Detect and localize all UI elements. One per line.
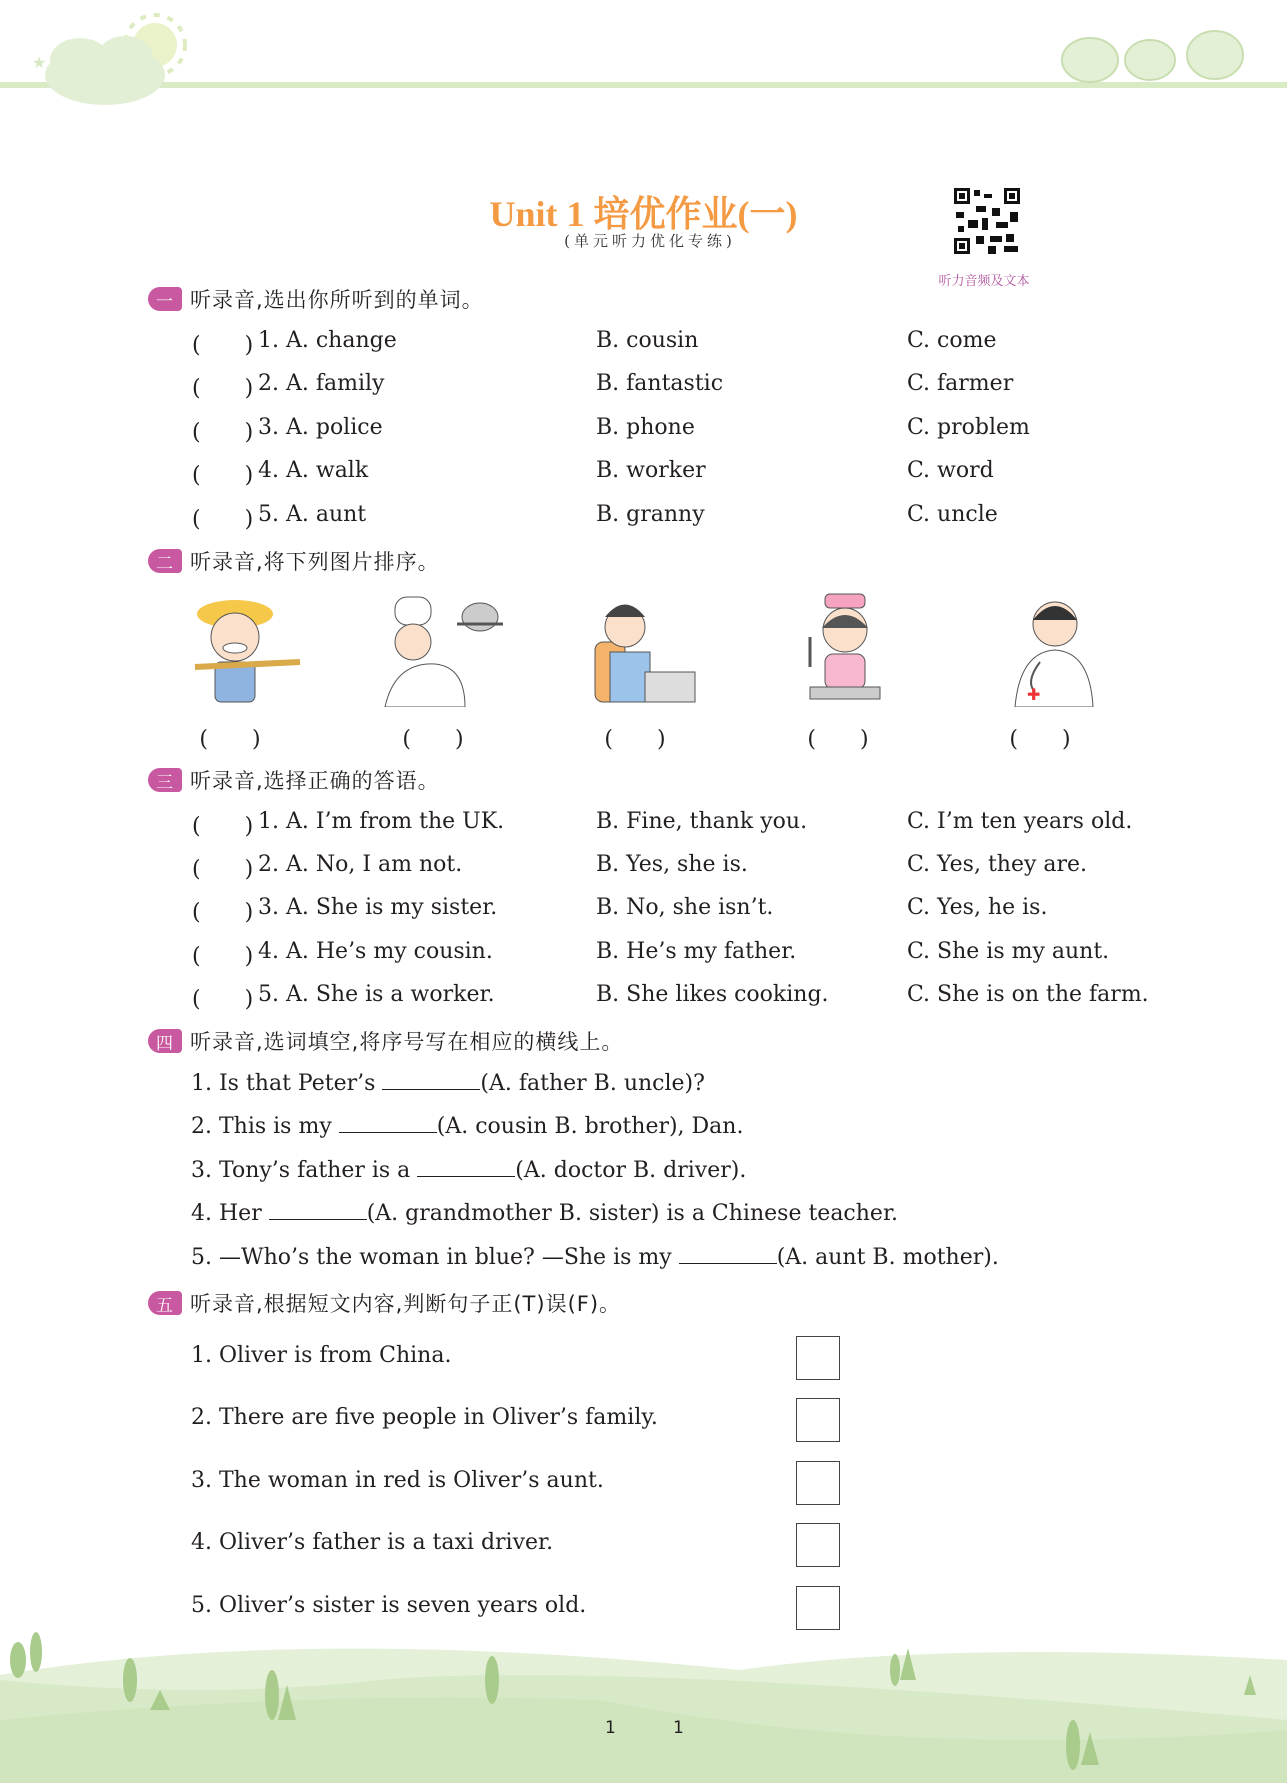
option-b: B. phone xyxy=(596,415,695,440)
animal-faces-icon xyxy=(1062,31,1243,82)
page-number-right: 1 xyxy=(673,1718,684,1738)
svg-text:✚: ✚ xyxy=(1027,685,1041,704)
farmer-picture xyxy=(175,592,305,707)
answer-blank[interactable]: ( ) xyxy=(192,376,254,401)
option-a: 2. A. No, I am not. xyxy=(258,852,463,877)
option-a: 2. A. family xyxy=(258,371,385,396)
true-false-statement: 4. Oliver’s father is a taxi driver. xyxy=(191,1530,554,1555)
answer-blank[interactable]: ( ) xyxy=(192,987,254,1012)
question-row xyxy=(0,939,1287,969)
option-c: C. uncle xyxy=(907,502,998,527)
answer-blank[interactable]: ( ) xyxy=(192,333,254,358)
fill-blank[interactable] xyxy=(269,1201,367,1220)
order-blank[interactable]: ( ) xyxy=(807,727,869,752)
option-b: B. cousin xyxy=(596,328,699,353)
sentence-start: 5. —Who’s the woman in blue? —She is my xyxy=(191,1245,679,1270)
section-2-header xyxy=(148,546,440,576)
option-c: C. She is my aunt. xyxy=(907,939,1110,964)
true-false-statement: 2. There are five people in Oliver’s family. xyxy=(191,1405,658,1430)
answer-box[interactable] xyxy=(796,1523,840,1567)
fill-blank-item xyxy=(191,1245,999,1270)
section-3-header xyxy=(148,765,440,795)
option-b: B. She likes cooking. xyxy=(596,982,829,1007)
sentence-options: (A. father B. uncle)? xyxy=(480,1071,705,1096)
answer-box[interactable] xyxy=(796,1398,840,1442)
fill-blank[interactable] xyxy=(417,1158,515,1177)
option-a: 5. A. She is a worker. xyxy=(258,982,495,1007)
order-blank[interactable]: ( ) xyxy=(1009,727,1071,752)
fill-blank-item xyxy=(191,1114,743,1139)
answer-blank[interactable]: ( ) xyxy=(192,944,254,969)
option-b: B. Fine, thank you. xyxy=(596,809,808,834)
question-row xyxy=(0,371,1287,401)
section-1-header xyxy=(148,284,484,314)
option-a: 1. A. I’m from the UK. xyxy=(258,809,505,834)
option-a: 4. A. He’s my cousin. xyxy=(258,939,493,964)
star-icon: ★ xyxy=(32,53,47,72)
answer-blank[interactable]: ( ) xyxy=(192,857,254,882)
option-c: C. come xyxy=(907,328,997,353)
answer-blank[interactable]: ( ) xyxy=(192,420,254,445)
order-blank[interactable]: ( ) xyxy=(199,727,261,752)
office-worker-picture xyxy=(575,592,705,707)
section-5-header xyxy=(148,1288,621,1318)
option-c: C. Yes, he is. xyxy=(907,895,1048,920)
answer-box[interactable] xyxy=(796,1336,840,1380)
option-a: 3. A. police xyxy=(258,415,383,440)
page-number-left: 1 xyxy=(605,1718,616,1738)
sentence-start: 3. Tony’s father is a xyxy=(191,1158,418,1183)
qr-caption: 听力音频及文本 xyxy=(938,274,1030,289)
sentence-start: 1. Is that Peter’s xyxy=(191,1071,383,1096)
answer-blank[interactable]: ( ) xyxy=(192,463,254,488)
question-row xyxy=(0,415,1287,445)
section-badge: 二 xyxy=(148,549,182,573)
section-badge: 四 xyxy=(148,1029,182,1053)
answer-box[interactable] xyxy=(796,1461,840,1505)
cook-picture xyxy=(375,592,505,707)
sentence-start: 2. This is my xyxy=(191,1114,339,1139)
option-c: C. She is on the farm. xyxy=(907,982,1149,1007)
question-row xyxy=(0,809,1287,839)
section-instruction: 听录音,选词填空,将序号写在相应的横线上。 xyxy=(190,1030,624,1054)
question-row xyxy=(0,852,1287,882)
nurse-picture xyxy=(780,592,910,707)
option-a: 1. A. change xyxy=(258,328,397,353)
fill-blank-item xyxy=(191,1158,746,1183)
fill-blank-item xyxy=(191,1071,705,1096)
sentence-options: (A. grandmother B. sister) is a Chinese teacher. xyxy=(366,1201,899,1226)
fill-blank[interactable] xyxy=(339,1114,437,1133)
option-c: C. farmer xyxy=(907,371,1014,396)
option-c: C. problem xyxy=(907,415,1030,440)
option-b: B. He’s my father. xyxy=(596,939,797,964)
doctor-picture xyxy=(985,592,1115,707)
order-blank[interactable]: ( ) xyxy=(402,727,464,752)
option-b: B. worker xyxy=(596,458,706,483)
sentence-options: (A. cousin B. brother), Dan. xyxy=(436,1114,744,1139)
option-c: C. I’m ten years old. xyxy=(907,809,1133,834)
cloud-icon xyxy=(45,36,165,105)
sentence-start: 4. Her xyxy=(191,1201,269,1226)
sentence-options: (A. aunt B. mother). xyxy=(776,1245,999,1270)
qr-code-icon[interactable] xyxy=(952,186,1022,256)
question-row xyxy=(0,458,1287,488)
option-a: 3. A. She is my sister. xyxy=(258,895,498,920)
header-decoration xyxy=(0,0,1287,120)
answer-blank[interactable]: ( ) xyxy=(192,814,254,839)
option-a: 4. A. walk xyxy=(258,458,369,483)
option-b: B. granny xyxy=(596,502,705,527)
true-false-statement: 3. The woman in red is Oliver’s aunt. xyxy=(191,1468,604,1493)
answer-blank[interactable]: ( ) xyxy=(192,507,254,532)
option-c: C. Yes, they are. xyxy=(907,852,1088,877)
section-badge: 三 xyxy=(148,768,182,792)
section-badge: 一 xyxy=(148,287,182,311)
true-false-statement: 1. Oliver is from China. xyxy=(191,1343,452,1368)
order-blank[interactable]: ( ) xyxy=(604,727,666,752)
section-4-header xyxy=(148,1026,623,1056)
section-instruction: 听录音,根据短文内容,判断句子正(T)误(F)。 xyxy=(190,1292,622,1316)
true-false-statement: 5. Oliver’s sister is seven years old. xyxy=(191,1593,587,1618)
sentence-options: (A. doctor B. driver). xyxy=(515,1158,747,1183)
question-row xyxy=(0,502,1287,532)
question-row xyxy=(0,982,1287,1012)
option-b: B. Yes, she is. xyxy=(596,852,748,877)
page-subtitle: (单元听力优化专练) xyxy=(564,232,736,250)
section-instruction: 听录音,选出你所听到的单词。 xyxy=(190,288,484,312)
section-badge: 五 xyxy=(148,1291,182,1315)
option-c: C. word xyxy=(907,458,994,483)
section-instruction: 听录音,选择正确的答语。 xyxy=(190,769,440,793)
option-b: B. No, she isn’t. xyxy=(596,895,774,920)
fill-blank[interactable] xyxy=(382,1071,480,1090)
section-instruction: 听录音,将下列图片排序。 xyxy=(190,550,440,574)
question-row xyxy=(0,328,1287,358)
fill-blank[interactable] xyxy=(679,1245,777,1264)
option-b: B. fantastic xyxy=(596,371,724,396)
page-title: Unit 1 培优作业(一) xyxy=(489,194,798,234)
answer-blank[interactable]: ( ) xyxy=(192,900,254,925)
option-a: 5. A. aunt xyxy=(258,502,367,527)
fill-blank-item xyxy=(191,1201,898,1226)
question-row xyxy=(0,895,1287,925)
hills-decoration xyxy=(0,1620,1287,1789)
